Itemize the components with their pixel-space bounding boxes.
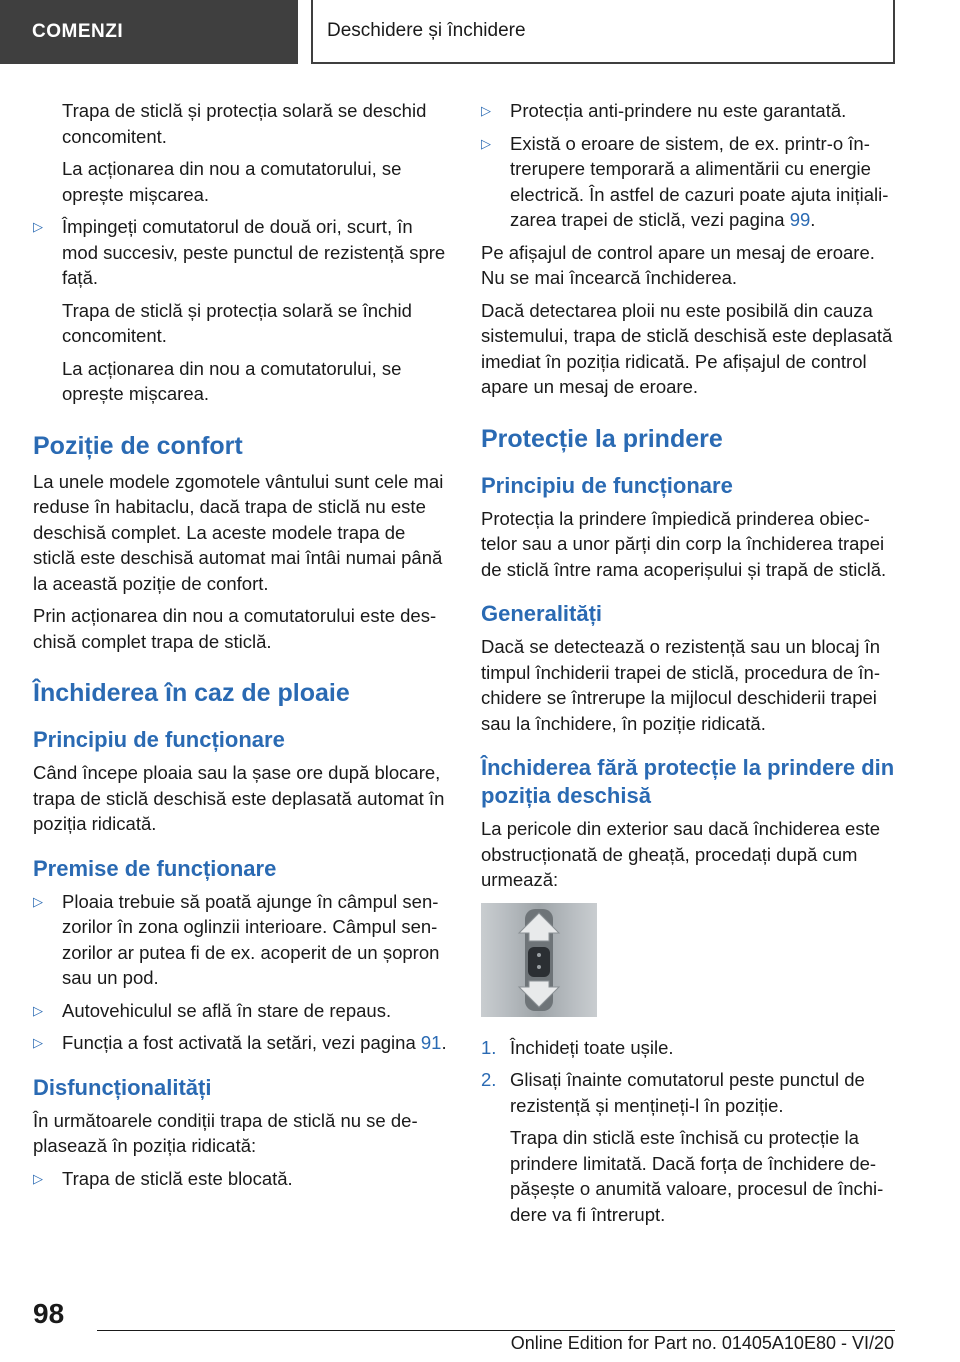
- paragraph: Protecția la prindere împiedică prinderea obiectelor sau a unor părți din corp la închiderea trapei de sticlă între rama acoperișului și trapă de sticlă.: [481, 507, 887, 580]
- triangle-bullet-icon: ▷: [481, 103, 491, 118]
- paragraph: Trapa din sticlă este închisă cu protecție la prindere limitată. Dacă forța de închidere depășește o anumită valoare, procesul de închidere va fi întrerupt.: [510, 1127, 884, 1225]
- triangle-bullet-icon: ▷: [33, 1035, 43, 1050]
- paragraph: La acționarea din nou a comutatorului, se oprește mișcarea.: [62, 357, 402, 404]
- numbered-step: 1. Închideți toate ușile.: [481, 1035, 899, 1061]
- paragraph: Trapa de sticlă și protecția solară se deschid concomitent.: [62, 100, 427, 147]
- subheading-principiu: Principiu de funcționare: [481, 472, 733, 498]
- paragraph: Trapa de sticlă și protecția solară se închid concomitent.: [62, 299, 412, 346]
- chapter-tab: [311, 0, 895, 64]
- indicator-dot: [537, 965, 541, 969]
- paragraph: La acționarea din nou a comutatorului, se oprește mișcarea.: [62, 158, 402, 205]
- paragraph: Când începe ploaia sau la șase ore după blocare, trapa de sticlă deschisă este deplasată automat în poziția ridicată.: [33, 762, 445, 834]
- bullet-item: ▷ Autovehiculul se află în stare de repaus.: [33, 998, 451, 1024]
- chapter-title: Deschidere și închidere: [327, 20, 526, 41]
- right-column: [481, 98, 899, 1234]
- footer-divider: [97, 1330, 895, 1331]
- left-column: [33, 98, 451, 1198]
- triangle-bullet-icon: ▷: [33, 219, 43, 234]
- section-tab: [0, 0, 298, 64]
- bullet-item: ▷ Există o eroare de sistem, de ex. printr-o întrerupere temporară a alimentării cu energie electrică. În astfel de cazuri poate ajuta inițializarea trapei de sticlă, vezi pagina 99.: [481, 131, 899, 233]
- subheading-premise: Premise de funcționare: [33, 855, 277, 881]
- indicator-dot: [537, 953, 541, 957]
- edition-text: Online Edition for Part no. 01405A10E80 - VI/20: [510, 1333, 894, 1353]
- step-number: 2.: [481, 1069, 497, 1090]
- subheading-generalitati: Generalități: [481, 601, 603, 626]
- bullet-item: ▷ Ploaia trebuie să poată ajunge în câmpul senzorilor în zona oglinzii interioare. Câmpul senzorilor ar putea fi de ex. acoperit de un șopron sau un pod.: [33, 889, 451, 991]
- paragraph: Pe afișajul de control apare un mesaj de eroare. Nu se mai încearcă închiderea.: [481, 241, 875, 288]
- subheading-principiu: Principiu de funcționare: [33, 727, 285, 752]
- page-number: 98: [33, 1298, 65, 1329]
- triangle-bullet-icon: ▷: [33, 1170, 43, 1186]
- subheading-fara-protectie: Închiderea fără protecție la prindere din poziția deschisă: [481, 755, 895, 808]
- triangle-bullet-icon: ▷: [481, 135, 491, 151]
- triangle-bullet-icon: ▷: [33, 1002, 43, 1018]
- paragraph: La unele modele zgomotele vântului sunt cele mai reduse în habitaclu, dacă trapa de sticlă nu este deschisă complet. La aceste modele trapa de sticlă este deschisă automat mai întâi numai până la această poziție de confort.: [33, 470, 444, 594]
- paragraph: La pericole din exterior sau dacă închiderea este obstrucționată de gheață, procedați după cum urmează:: [481, 818, 881, 890]
- roof-switch-image: [481, 903, 597, 1017]
- triangle-bullet-icon: ▷: [33, 893, 43, 909]
- heading-confort: Poziție de confort: [33, 431, 243, 460]
- page-link[interactable]: 91: [420, 1032, 442, 1053]
- heading-ploaie: Închiderea în caz de ploaie: [33, 679, 350, 707]
- roof-switch-illustration: [481, 903, 597, 1017]
- paragraph: Prin acționarea din nou a comutatorului este deschisă complet trapa de sticlă.: [33, 605, 437, 652]
- paragraph: Dacă detectarea ploii nu este posibilă din cauza sistemului, trapa de sticlă deschisă este deplasată imediat în poziția ridicată. Pe afișajul de control apare un mesaj de eroare.: [481, 299, 893, 397]
- switch-button: [528, 947, 550, 977]
- bullet-item: ▷ Împingeți comutatorul de două ori, scurt, în mod succesiv, peste punctul de rezistență spre față.: [33, 214, 451, 291]
- section-title: COMENZI: [32, 21, 124, 42]
- numbered-step: 2. Glisați înainte comutatorul peste punctul de rezistență și mențineți-l în poziție.: [481, 1067, 899, 1118]
- page-link[interactable]: 99: [789, 209, 811, 230]
- paragraph: Dacă se detectează o rezistență sau un blocaj în timpul închiderii trapei de sticlă, procedura de închidere se întrerupe la mijlocul deschiderii trapei sau la închidere, în poziție ridicată.: [481, 636, 881, 734]
- bullet-item: ▷ Protecția anti-prindere nu este garantată.: [481, 98, 899, 124]
- heading-protectie: Protecție la prindere: [481, 424, 723, 453]
- step-number: 1.: [481, 1036, 497, 1058]
- paragraph: În următoarele condiții trapa de sticlă nu se deplasează în poziția ridicată:: [33, 1109, 418, 1156]
- bullet-item: ▷ Funcția a fost activată la setări, vezi pagina 91.: [33, 1030, 451, 1056]
- subheading-disfunctii: Disfuncționalități: [33, 1074, 212, 1100]
- bullet-item: ▷ Trapa de sticlă este blocată.: [33, 1166, 451, 1192]
